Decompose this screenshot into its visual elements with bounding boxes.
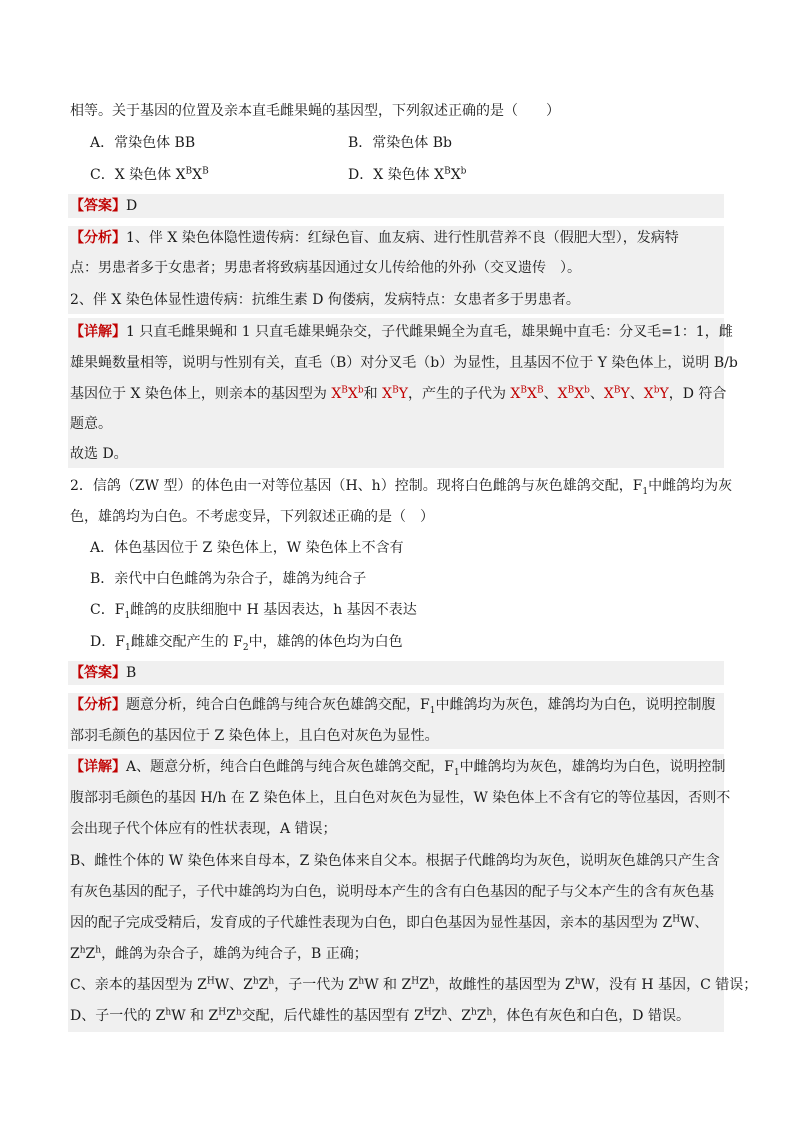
q2-detail-line-8: C、亲本的基因型为 $Z^HW$、$Z^hZ^h$，子一代为 $Z^hW$ 和 $Z^HZ^h$，故雌性的基因型为 $Z^hW$，没有 H 基因，C 错误；	[70, 976, 758, 993]
q2-detail-line-3: 会出现子代个体应有的性状表现，A 错误；	[70, 821, 337, 837]
q1-analysis-line-3: 2、伴 X 染色体显性遗传病：抗维生素 D 佝偻病，发病特点：女患者多于男患者。	[70, 292, 580, 308]
q2-option-d: D．$F_1$雌雄交配产生的 $F_2$中，雄鸽的体色均为白色	[90, 634, 403, 653]
q2-detail-line-7: $Z^hZ^h$，雌鸽为杂合子，雄鸽为纯合子，B 正确；	[70, 945, 368, 962]
q1-stem-tail: 相等。关于基因的位置及亲本直毛雌果蝇的基因型，下列叙述正确的是（ ）	[70, 103, 560, 119]
q2-detail-line-5: 有灰色基因的配子，子代中雄鸽均为白色，说明母本产生的含有白色基因的配子与父本产生的含有灰色基	[70, 884, 714, 900]
q2-option-a: A．体色基因位于 Z 染色体上，W 染色体上不含有	[90, 540, 404, 556]
q1-answer-block	[68, 194, 724, 218]
q2-option-c: C．$F_1$雌鸽的皮肤细胞中 H 基因表达，h 基因不表达	[90, 602, 417, 621]
q2-stem-line-2: 色，雄鸽均为白色。不考虑变异，下列叙述正确的是（ ）	[70, 509, 434, 525]
q2-detail-line-6: 因的配子完成受精后，发育成的子代雄性表现为白色，即白色基因为显性基因，亲本的基因型为 $Z^HW$、	[70, 914, 709, 931]
q1-analysis-line-1: 【分析】1、伴 X 染色体隐性遗传病：红绿色盲、血友病、进行性肌营养不良（假肥大型），发病特	[70, 230, 679, 246]
q1-detail-line-3: 基因位于 X 染色体上，则亲本的基因型为 $X^BX^b$和 $X^BY$，产生的子代为 $X^BX^B$、$X^BX^b$、$X^BY$、$X^bY$，D 符合	[70, 385, 727, 402]
q1-answer: 【答案】D	[70, 198, 138, 214]
q2-detail-line-9: D、子一代的 $Z^hW$ 和 $Z^HZ^h$交配，后代雄性的基因型有 $Z^HZ^h$、$Z^hZ^h$，体色有灰色和白色，D 错误。	[70, 1007, 690, 1024]
q2-analysis-line-2: 部羽毛颜色的基因位于 Z 染色体上，且白色对灰色为显性。	[70, 728, 439, 744]
q2-option-b: B．亲代中白色雌鸽为杂合子，雄鸽为纯合子	[90, 571, 367, 587]
q2-detail-line-4: B、雌性个体的 W 染色体来自母本，Z 染色体来自父本。根据子代雌鸽均为灰色，说明灰色雄鸽只产生含	[70, 853, 720, 869]
q2-stem-line-1: 2．信鸽（ZW 型）的体色由一对等位基因（H、h）控制。现将白色雌鸽与灰色雄鸽交配，$F_1$中雌鸽均为灰	[70, 478, 733, 497]
q1-detail-line-2: 雄果蝇数量相等，说明与性别有关，直毛（B）对分叉毛（b）为显性，且基因不位于 Y 染色体上，说明 B/b	[70, 355, 738, 371]
q2-answer-block	[68, 661, 724, 685]
q2-analysis-line-1: 【分析】题意分析，纯合白色雌鸽与纯合灰色雄鸽交配，$F_1$中雌鸽均为灰色，雄鸽均为白色，说明控制腹	[70, 697, 716, 716]
q2-detail-line-2: 腹部羽毛颜色的基因 H/h 在 Z 染色体上，且白色对灰色为显性，W 染色体上不含有它的等位基因，否则不	[70, 790, 731, 806]
q1-option-d: D．X 染色体 $X^BX^b$	[348, 166, 467, 183]
q1-detail-line-1: 【详解】1 只直毛雌果蝇和 1 只直毛雄果蝇杂交，子代雌果蝇全为直毛，雄果蝇中直毛：分叉毛=1：1，雌	[70, 324, 733, 340]
q1-detail-line-5: 故选 D。	[70, 446, 128, 462]
q1-option-c: C．X 染色体 $X^BX^B$	[90, 166, 209, 183]
q2-answer: 【答案】B	[70, 665, 137, 681]
q2-detail-line-1: 【详解】A、题意分析，纯合白色雌鸽与纯合灰色雄鸽交配，$F_1$中雌鸽均为灰色，雄鸽均为白色，说明控制	[70, 759, 726, 778]
q1-option-b: B．常染色体 Bb	[348, 135, 452, 151]
q1-analysis-line-2: 点：男患者多于女患者；男患者将致病基因通过女儿传给他的外孙（交叉遗传 ）。	[70, 260, 581, 276]
q1-option-a: A．常染色体 BB	[90, 135, 196, 151]
q1-detail-line-4: 题意。	[70, 416, 112, 432]
